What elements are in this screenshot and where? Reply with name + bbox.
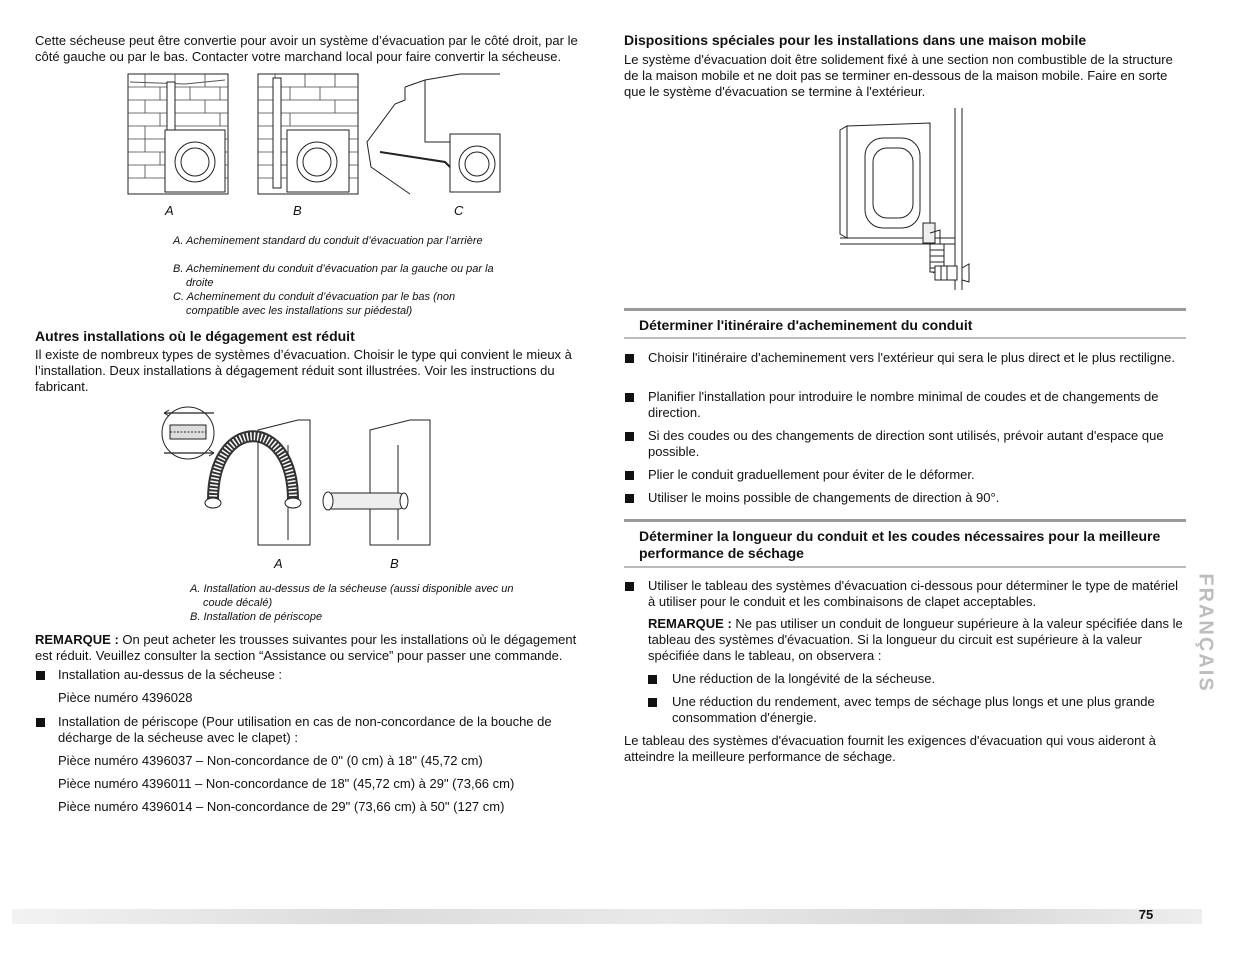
reduced-clearance-paragraph: Il existe de nombreux types de systèmes d’évacuation. Choisir le type qui convient le mieux à l’installation. Deux installations à dégagement réduit sont illustrées. Voir les instructions du fabricant. bbox=[35, 347, 572, 394]
section-divider bbox=[624, 566, 1186, 568]
bullet-icon bbox=[625, 471, 634, 480]
fig2-caption-b: B. Installation de périscope bbox=[190, 611, 323, 623]
figure-exhaust-routing bbox=[125, 72, 505, 202]
page-number: 75 bbox=[1138, 907, 1154, 922]
fig1-caption-a: A. Acheminement standard du conduit d’évacuation par l’arrière bbox=[173, 235, 483, 247]
mobile-home-heading: Dispositions spéciales pour les installations dans une maison mobile bbox=[624, 32, 1087, 48]
routing-bullet-3: Si des coudes ou des changements de direction sont utilisés, prévoir autant d'espace que possible. bbox=[648, 428, 1164, 459]
length-heading: Déterminer la longueur du conduit et les coudes nécessaires pour la meilleure performance de séchage bbox=[639, 528, 1161, 561]
bullet-icon bbox=[36, 671, 45, 680]
fig2-caption-a: A. Installation au-dessus de la sécheuse (aussi disponible avec un coude décalé) bbox=[190, 583, 514, 609]
length-bullet: Utiliser le tableau des systèmes d'évacuation ci-dessous pour déterminer le type de matériel à utiliser pour le conduit et les combinaisons de clapet acceptables. bbox=[648, 578, 1178, 609]
footer-band bbox=[12, 909, 1202, 924]
length-note bbox=[648, 616, 1183, 664]
note-text: On peut acheter les trousses suivantes pour les installations où le dégagement est réduit. Veuillez consulter la section “Assistance ou service” pour passer une commande. bbox=[35, 632, 577, 663]
language-side-tab: FRANÇAIS bbox=[1194, 573, 1217, 693]
section-divider bbox=[624, 337, 1186, 339]
routing-heading: Déterminer l'itinéraire d'acheminement du conduit bbox=[639, 317, 973, 333]
note-text: Ne pas utiliser un conduit de longueur supérieure à la valeur spécifiée dans le tableau des systèmes d'évacuation. Si la longueur du circuit est supérieure à la valeur spécifiée dans le tableau, on observera : bbox=[648, 616, 1183, 663]
bullet-icon bbox=[625, 432, 634, 441]
part-periscope-3: Pièce numéro 4396014 – Non-concordance de 29" (73,66 cm) à 50" (127 cm) bbox=[58, 799, 505, 814]
bullet-periscope: Installation de périscope (Pour utilisation en cas de non-concordance de la bouche de décharge de la sécheuse avec le clapet) : bbox=[58, 714, 552, 745]
note-label: REMARQUE : bbox=[35, 632, 119, 647]
closing-paragraph: Le tableau des systèmes d'évacuation fournit les exigences d'évacuation qui vous aideront à atteindre la meilleure performance de séchage. bbox=[624, 733, 1156, 764]
sub-bullet-2: Une réduction du rendement, avec temps de séchage plus longs et une plus grande consommation d'énergie. bbox=[672, 694, 1155, 725]
fig2-label-a: A bbox=[274, 556, 283, 571]
bullet-icon bbox=[648, 675, 657, 684]
intro-paragraph: Cette sécheuse peut être convertie pour avoir un système d’évacuation par le côté droit, par le côté gauche ou par le bas. Contacter votre marchand local pour faire convertir la sécheuse. bbox=[35, 33, 578, 64]
bullet-icon bbox=[625, 393, 634, 402]
note-paragraph bbox=[35, 632, 595, 664]
section-divider bbox=[624, 519, 1186, 522]
reduced-clearance-heading: Autres installations où le dégagement est réduit bbox=[35, 328, 355, 344]
bullet-icon bbox=[36, 718, 45, 727]
bullet-icon bbox=[625, 494, 634, 503]
routing-bullet-4: Plier le conduit graduellement pour éviter de le déformer. bbox=[648, 467, 975, 482]
part-periscope-1: Pièce numéro 4396037 – Non-concordance de 0" (0 cm) à 18" (45,72 cm) bbox=[58, 753, 483, 768]
part-periscope-2: Pièce numéro 4396011 – Non-concordance de 18" (45,72 cm) à 29" (73,66 cm) bbox=[58, 776, 515, 791]
routing-bullet-2: Planifier l'installation pour introduire le nombre minimal de coudes et de changements de direction. bbox=[648, 389, 1159, 420]
routing-bullet-1: Choisir l'itinéraire d'acheminement vers l'extérieur qui sera le plus direct et le plus rectiligne. bbox=[648, 350, 1175, 365]
bullet-over-dryer: Installation au-dessus de la sécheuse : bbox=[58, 667, 283, 682]
sub-bullet-1: Une réduction de la longévité de la sécheuse. bbox=[672, 671, 936, 686]
note-label: REMARQUE : bbox=[648, 616, 732, 631]
part-over-dryer: Pièce numéro 4396028 bbox=[58, 690, 193, 705]
bullet-icon bbox=[648, 698, 657, 707]
bullet-icon bbox=[625, 582, 634, 591]
fig2-label-b: B bbox=[390, 556, 399, 571]
figure-mobile-home bbox=[835, 108, 975, 293]
section-divider bbox=[624, 308, 1186, 311]
fig1-caption-b: B. Acheminement du conduit d’évacuation par la gauche ou par la droite bbox=[173, 263, 494, 289]
routing-bullet-5: Utiliser le moins possible de changements de direction à 90°. bbox=[648, 490, 1000, 505]
bullet-icon bbox=[625, 354, 634, 363]
mobile-home-paragraph: Le système d'évacuation doit être solidement fixé à une section non combustible de la structure de la maison mobile et ne doit pas se terminer en-dessous de la maison mobile. Faire en sorte que le système d'évacuation se termine à l'extérieur. bbox=[624, 52, 1173, 99]
fig1-label-c: C bbox=[454, 203, 464, 218]
fig1-label-a: A bbox=[165, 203, 174, 218]
fig1-caption-c: C. Acheminement du conduit d’évacuation par le bas (non compatible avec les installations sur piédestal) bbox=[173, 291, 456, 317]
figure-reduced-clearance bbox=[158, 405, 433, 550]
fig1-label-b: B bbox=[293, 203, 302, 218]
